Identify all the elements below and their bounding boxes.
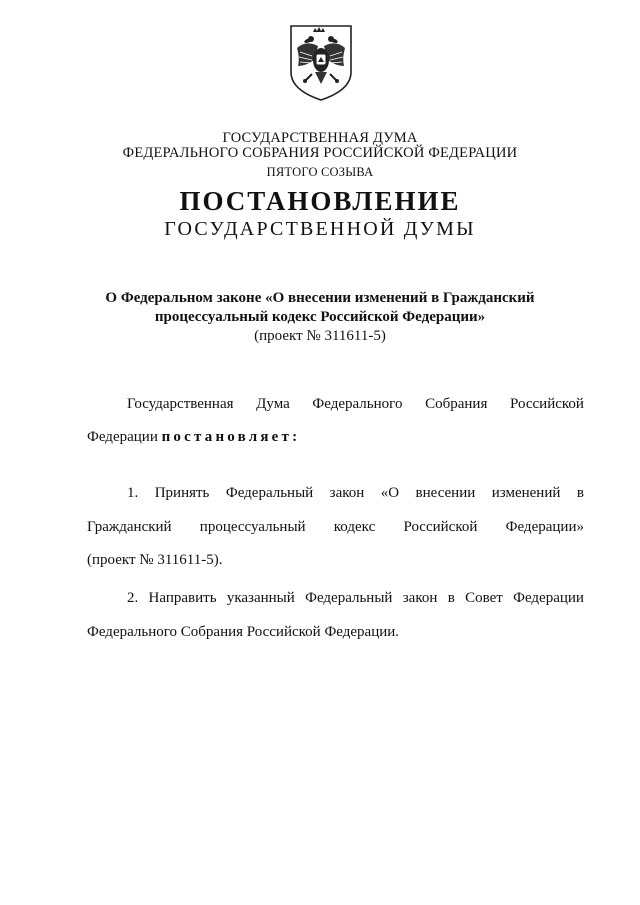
item-2-word: Направить bbox=[148, 590, 217, 606]
bill-project-number: (проект № 311611-5) bbox=[254, 328, 386, 344]
preamble-word: Федерального bbox=[312, 396, 403, 412]
header-line-federal-assembly: ФЕДЕРАЛЬНОГО СОБРАНИЯ РОССИЙСКОЙ ФЕДЕРАЦИИ bbox=[122, 145, 518, 161]
item-2-word: в bbox=[447, 590, 455, 606]
header-line-duma: ГОСУДАРСТВЕННАЯ ДУМА bbox=[222, 130, 418, 146]
bill-title-line-2: процессуальный кодекс Российской Федерации» bbox=[154, 309, 486, 325]
coat-of-arms-emblem-icon bbox=[288, 22, 354, 102]
header-line-convocation: ПЯТОГО СОЗЫВА bbox=[266, 165, 374, 179]
item-1-word: кодекс bbox=[333, 519, 376, 535]
item-1-word: Принять bbox=[154, 485, 210, 501]
resolves-word: постановляет: bbox=[161, 429, 301, 445]
item-2-word: 2. bbox=[127, 590, 139, 606]
item-1-word: 1. bbox=[127, 485, 139, 501]
item-1-word: Российской bbox=[403, 519, 478, 535]
item-2-word: закон bbox=[402, 590, 438, 606]
preamble-word: Дума bbox=[256, 396, 290, 412]
item-1-line-1 bbox=[127, 484, 584, 503]
item-1-word: Гражданский bbox=[87, 519, 172, 535]
preamble-word: Государственная bbox=[127, 396, 234, 412]
item-2-line-2: Федерального Собрания Российской Федерации. bbox=[87, 624, 400, 640]
item-1-word: Федерации» bbox=[505, 519, 584, 535]
item-1-word: изменений bbox=[491, 485, 561, 501]
preamble-line-1 bbox=[127, 395, 584, 414]
item-2-line-1 bbox=[127, 589, 584, 608]
item-1-word: процессуальный bbox=[199, 519, 306, 535]
document-subtitle: ГОСУДАРСТВЕННОЙ ДУМЫ bbox=[164, 218, 476, 240]
preamble-line-2 bbox=[87, 428, 300, 447]
preamble-word: Собрания bbox=[425, 396, 488, 412]
item-2-word: Федерации bbox=[513, 590, 584, 606]
item-1-line-2 bbox=[87, 518, 584, 537]
item-1-line-3: (проект № 311611-5). bbox=[87, 552, 223, 568]
bill-title-line-1: О Федеральном законе «О внесении изменений в Гражданский bbox=[105, 290, 535, 306]
item-1-word: «О bbox=[380, 485, 400, 501]
item-1-word: Федеральный bbox=[225, 485, 314, 501]
preamble-text: Федерации bbox=[87, 429, 158, 445]
item-2-word: Совет bbox=[465, 590, 503, 606]
item-1-word: внесении bbox=[415, 485, 476, 501]
preamble-word: Российской bbox=[510, 396, 584, 412]
item-2-word: Федеральный bbox=[305, 590, 393, 606]
item-1-word: в bbox=[576, 485, 584, 501]
document-title: ПОСТАНОВЛЕНИЕ bbox=[179, 186, 461, 216]
item-1-word: закон bbox=[329, 485, 365, 501]
item-2-word: указанный bbox=[226, 590, 295, 606]
